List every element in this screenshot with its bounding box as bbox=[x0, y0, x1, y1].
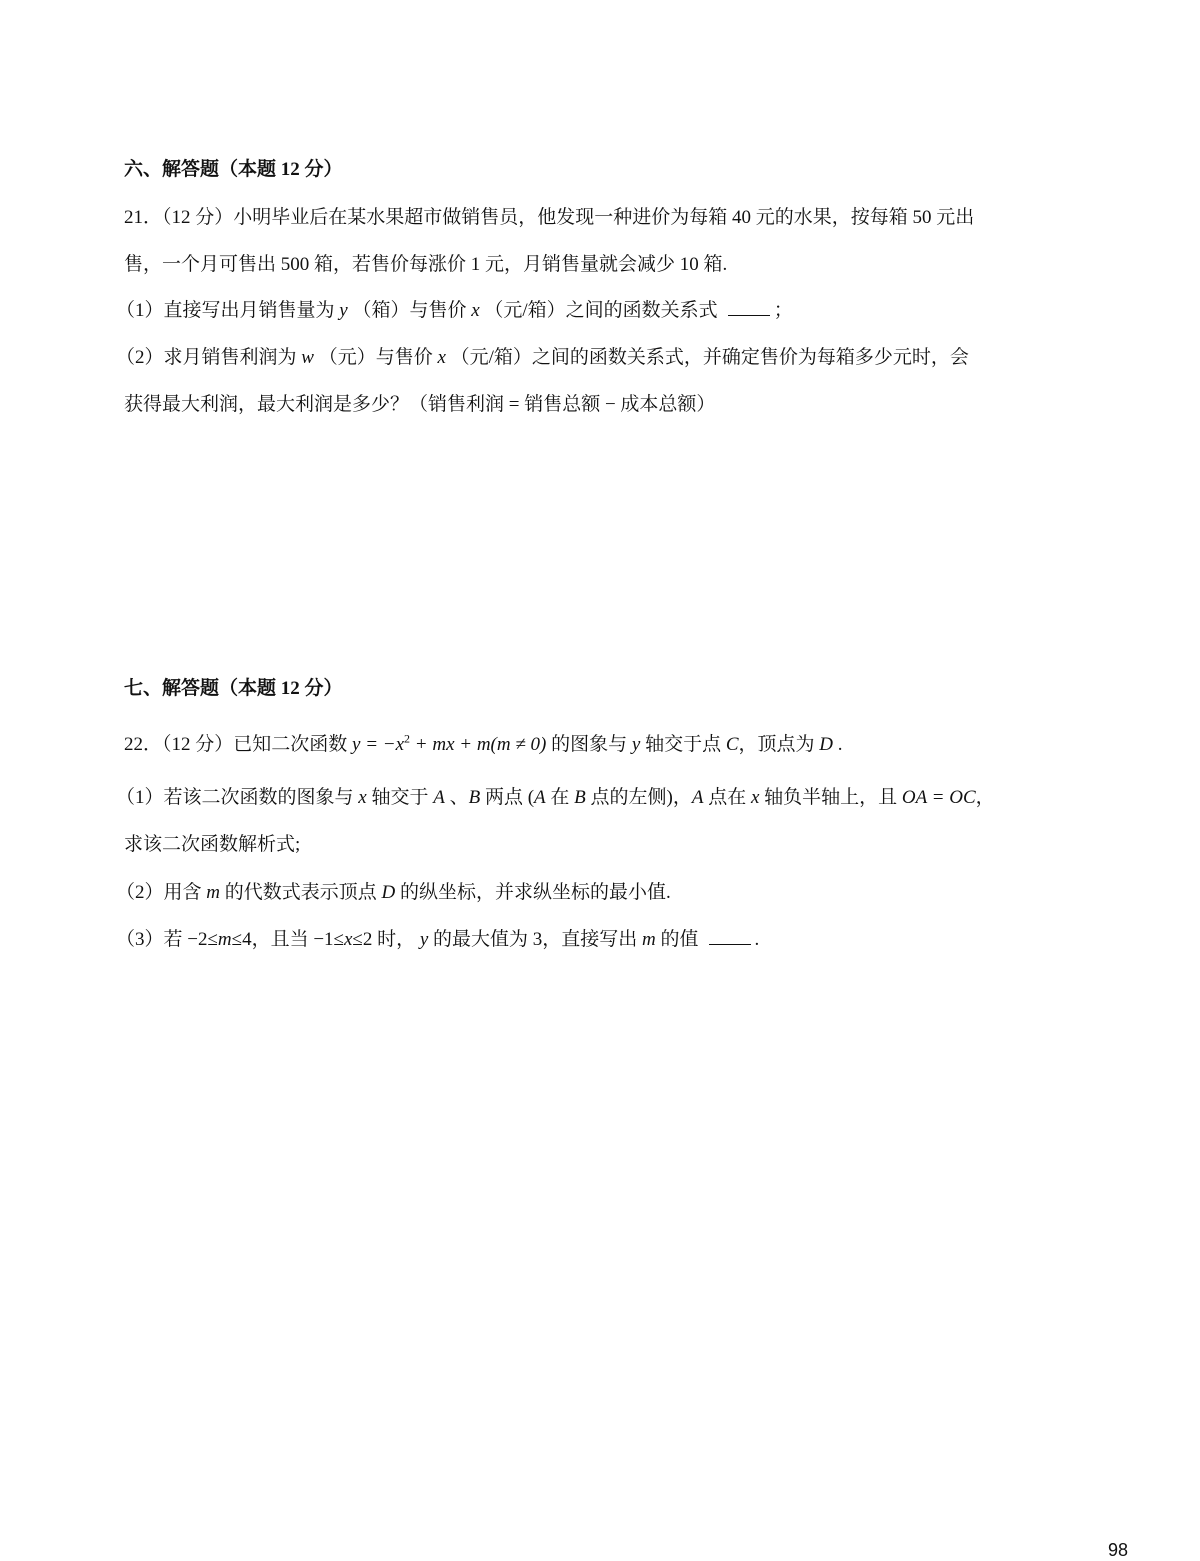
var-y: y bbox=[631, 734, 641, 755]
page-number: 98 bbox=[1108, 1540, 1129, 1560]
text: （1）直接写出月销售量为 bbox=[116, 300, 335, 321]
text: 的纵坐标，并求纵坐标的最小值. bbox=[395, 882, 671, 903]
text: 轴交于 bbox=[366, 787, 429, 808]
text: ， bbox=[975, 787, 995, 808]
text: （3）若 −2≤ bbox=[116, 929, 218, 950]
point-d: D bbox=[819, 734, 834, 755]
var-x: x bbox=[750, 787, 760, 808]
text: 点在 bbox=[703, 787, 747, 808]
text: 的图象与 bbox=[551, 734, 628, 755]
point-b: B bbox=[468, 787, 481, 808]
point-a: A bbox=[433, 787, 445, 808]
question-22-part-3 bbox=[116, 928, 759, 952]
question-21-part-2-line-2: 获得最大利润，最大利润是多少？（销售利润 = 销售总额 − 成本总额） bbox=[124, 394, 716, 415]
answer-blank bbox=[728, 299, 770, 316]
question-21-part-2 bbox=[116, 346, 969, 370]
text: （元/箱）之间的函数关系式，并确定售价为每箱多少元时，会 bbox=[450, 347, 969, 368]
var-w: w bbox=[301, 347, 314, 368]
text: （2）用含 bbox=[116, 882, 202, 903]
point-a: A bbox=[534, 787, 546, 808]
point-b: B bbox=[574, 787, 586, 808]
equation: + mx + m(m ≠ 0) bbox=[410, 734, 547, 755]
text: . bbox=[837, 734, 843, 755]
var-y: y bbox=[339, 300, 348, 321]
text: 轴负半轴上，且 bbox=[759, 787, 898, 808]
text: ≤2 时， bbox=[352, 929, 416, 950]
equation: y = −x bbox=[352, 734, 405, 755]
question-22-part-2 bbox=[116, 881, 671, 905]
text: 、 bbox=[449, 787, 469, 808]
question-21-line-2: 售，一个月可售出 500 箱，若售价每涨价 1 元，月销售量就会减少 10 箱. bbox=[124, 254, 728, 275]
var-m: m bbox=[206, 882, 220, 903]
point-d: D bbox=[381, 882, 396, 903]
section-7-heading: 七、解答题（本题 12 分） bbox=[124, 678, 343, 699]
text: 的最大值为 3，直接写出 bbox=[428, 929, 638, 950]
text: 点的左侧)， bbox=[585, 787, 692, 808]
text: 两点 ( bbox=[480, 787, 535, 808]
text: 在 bbox=[545, 787, 570, 808]
var-x: x bbox=[358, 787, 367, 808]
text: ，顶点为 bbox=[738, 734, 815, 755]
text: ≤4，且当 −1≤ bbox=[231, 929, 344, 950]
point-c: C bbox=[725, 734, 739, 755]
question-22-part-1-line-2: 求该二次函数解析式; bbox=[124, 834, 301, 855]
text: （箱）与售价 bbox=[352, 300, 467, 321]
point-a: A bbox=[691, 787, 704, 808]
var-m: m bbox=[217, 929, 232, 950]
exponent: 2 bbox=[404, 731, 411, 746]
question-22-part-1 bbox=[116, 786, 995, 810]
text: （元/箱）之间的函数关系式 bbox=[484, 300, 718, 321]
section-6-heading: 六、解答题（本题 12 分） bbox=[124, 159, 343, 180]
text: （1）若该二次函数的图象与 bbox=[116, 787, 354, 808]
var-x: x bbox=[471, 300, 480, 321]
text: （2）求月销售利润为 bbox=[116, 347, 297, 368]
question-21-line-1: 21．（12 分）小明毕业后在某水果超市做销售员，他发现一种进价为每箱 40 元的水果，按每箱 50 元出 bbox=[124, 207, 975, 228]
text: ； bbox=[773, 300, 793, 321]
var-m: m bbox=[642, 929, 656, 950]
text: . bbox=[754, 929, 760, 950]
var-x: x bbox=[437, 347, 446, 368]
text: 的代数式表示顶点 bbox=[220, 882, 377, 903]
question-22-line-1 bbox=[124, 733, 843, 757]
text: 的值 bbox=[655, 929, 699, 950]
answer-blank bbox=[709, 928, 751, 945]
question-21-part-1 bbox=[116, 299, 793, 323]
var-x: x bbox=[343, 929, 353, 950]
text: （元）与售价 bbox=[318, 347, 433, 368]
equation: OA = OC bbox=[901, 787, 976, 808]
text: 22．（12 分）已知二次函数 bbox=[124, 734, 348, 755]
text: 轴交于点 bbox=[645, 734, 722, 755]
var-y: y bbox=[419, 929, 429, 950]
